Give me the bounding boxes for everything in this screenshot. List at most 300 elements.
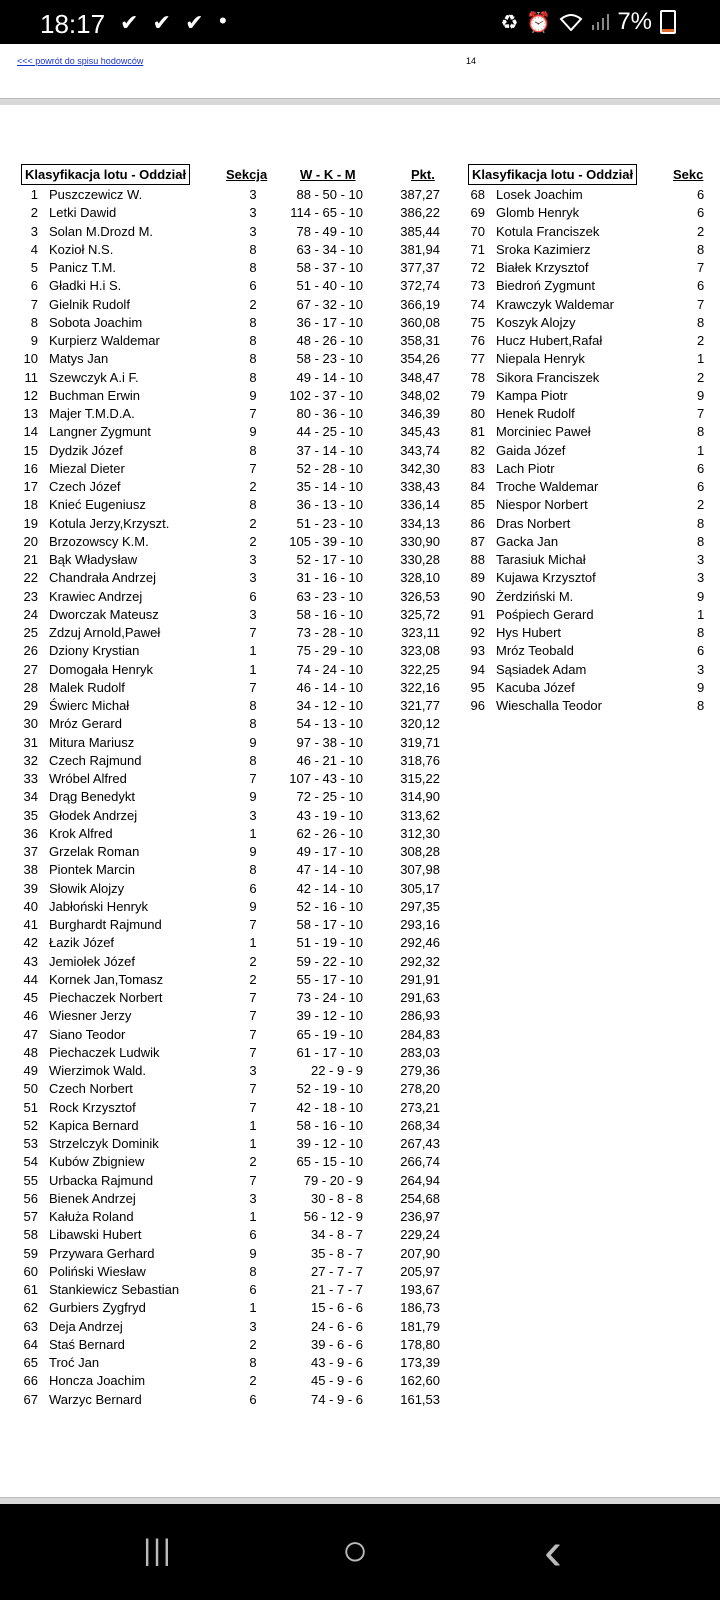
row-wkm: 46 - 14 - 10: [296, 679, 363, 695]
row-rank: 74: [470, 296, 485, 312]
row-rank: 49: [23, 1063, 38, 1078]
row-section: 7: [249, 1026, 257, 1042]
battery-icon: [660, 10, 676, 34]
row-name: Gaida Józef: [496, 442, 566, 458]
row-name: Morciniec Paweł: [496, 424, 591, 440]
row-points: 291,91: [400, 971, 440, 987]
row-name: Krawiec Andrzej: [49, 588, 143, 604]
row-name: Staś Bernard: [49, 1336, 125, 1352]
row-section: 8: [697, 533, 705, 549]
row-points: 322,25: [400, 661, 440, 677]
row-name: Stankiewicz Sebastian: [49, 1282, 180, 1297]
row-section: 8: [249, 351, 257, 367]
right-table-title: Klasyfikacja lotu - Oddział: [468, 164, 637, 185]
row-section: 1: [249, 1300, 257, 1316]
row-points: 229,24: [400, 1227, 440, 1243]
row-rank: 82: [470, 442, 485, 458]
table-row: [0, 935, 460, 953]
row-points: 323,11: [401, 625, 440, 640]
row-name: Kujawa Krzysztof: [496, 570, 596, 586]
row-section: 6: [249, 1227, 257, 1243]
row-section: 6: [697, 278, 705, 294]
row-name: Mróz Teobald: [496, 643, 574, 659]
row-section: 6: [249, 1391, 257, 1407]
row-rank: 65: [23, 1355, 38, 1370]
table-row: [0, 424, 720, 442]
status-bar: [0, 0, 720, 44]
table-row: [0, 1282, 460, 1300]
notification-check-icons: ✔ ✔ ✔: [120, 10, 208, 35]
row-section: 1: [249, 1117, 257, 1133]
row-rank: 58: [23, 1227, 38, 1243]
row-wkm: 51 - 19 - 10: [296, 935, 363, 951]
row-rank: 92: [470, 625, 485, 640]
row-rank: 61: [23, 1282, 38, 1297]
row-rank: 57: [23, 1209, 38, 1224]
row-name: Krawczyk Waldemar: [496, 296, 614, 312]
row-section: 7: [697, 260, 705, 275]
row-name: Sąsiadek Adam: [496, 661, 587, 677]
row-name: Domogała Henryk: [49, 661, 154, 677]
row-rank: 42: [23, 935, 38, 951]
row-rank: 10: [23, 351, 38, 367]
row-name: Kacuba Józef: [496, 679, 575, 695]
row-name: Poliński Wiesław: [49, 1263, 146, 1279]
row-name: Niepala Henryk: [496, 351, 585, 367]
row-rank: 60: [23, 1263, 38, 1279]
row-name: Wróbel Alfred: [49, 771, 127, 786]
row-name: Sobota Joachim: [49, 314, 143, 330]
row-points: 312,30: [400, 825, 440, 841]
row-name: Miezal Dieter: [49, 460, 125, 476]
row-rank: 12: [23, 387, 38, 403]
table-row: [0, 753, 460, 771]
row-section: 6: [249, 880, 257, 896]
row-points: 264,94: [400, 1172, 440, 1188]
row-points: 326,53: [400, 588, 440, 604]
row-wkm: 51 - 40 - 10: [296, 278, 363, 294]
right-header-sekcja: Sekc: [673, 167, 704, 182]
row-name: Knieć Eugeniusz: [49, 497, 146, 513]
table-row: [0, 1118, 460, 1136]
row-name: Honcza Joachim: [49, 1373, 146, 1389]
row-wkm: 36 - 17 - 10: [296, 314, 363, 330]
row-name: Krok Alfred: [49, 825, 113, 841]
row-points: 314,90: [400, 789, 440, 805]
row-rank: 3: [30, 223, 38, 239]
row-section: 7: [249, 990, 257, 1005]
table-row: [0, 1355, 460, 1373]
table-row: [0, 370, 720, 388]
row-section: 3: [249, 223, 257, 239]
table-row: [0, 954, 460, 972]
row-wkm: 88 - 50 - 10: [296, 187, 363, 202]
row-section: 2: [249, 479, 257, 494]
table-row: [0, 1300, 460, 1318]
row-wkm: 35 - 8 - 7: [310, 1245, 363, 1261]
row-section: 2: [249, 1154, 257, 1170]
row-name: Biedroń Zygmunt: [496, 278, 595, 294]
row-section: 2: [697, 497, 705, 513]
row-rank: 59: [23, 1245, 38, 1261]
back-button[interactable]: ‹: [544, 1521, 562, 1581]
table-row: [0, 1264, 460, 1282]
row-points: 325,72: [400, 606, 440, 622]
table-row: [0, 570, 720, 588]
table-row: [0, 1392, 460, 1410]
row-wkm: 54 - 13 - 10: [296, 716, 363, 732]
row-rank: 68: [470, 187, 485, 202]
row-rank: 89: [470, 570, 485, 586]
row-name: Strzelczyk Dominik: [49, 1136, 159, 1151]
row-wkm: 34 - 12 - 10: [296, 698, 363, 713]
row-section: 7: [249, 1099, 257, 1115]
row-points: 173,39: [400, 1355, 440, 1370]
row-name: Buchman Erwin: [49, 387, 141, 403]
row-name: Hys Hubert: [496, 625, 562, 640]
left-header-sekcja: Sekcja: [226, 167, 268, 182]
row-rank: 1: [30, 187, 38, 202]
row-rank: 94: [470, 661, 485, 677]
row-points: 372,74: [400, 278, 440, 294]
row-name: Drąg Benedykt: [49, 789, 135, 805]
battery-percent: 7%: [617, 8, 652, 35]
row-wkm: 58 - 37 - 10: [296, 260, 363, 275]
row-section: 2: [249, 515, 257, 531]
row-section: 2: [249, 296, 257, 312]
row-rank: 17: [23, 479, 38, 494]
navigation-bar: [0, 1504, 720, 1600]
row-points: 387,27: [400, 187, 440, 202]
row-section: 1: [249, 643, 257, 659]
table-row: [0, 1227, 460, 1245]
row-rank: 9: [30, 333, 38, 348]
row-section: 9: [249, 387, 257, 403]
row-name: Rock Krzysztof: [49, 1099, 136, 1115]
row-rank: 86: [470, 515, 485, 531]
row-points: 286,93: [400, 1008, 440, 1024]
row-name: Żerdziński M.: [496, 588, 574, 604]
table-row: [0, 333, 720, 351]
status-right-group: [500, 8, 676, 36]
row-name: Czech Rajmund: [49, 752, 142, 768]
row-rank: 81: [470, 424, 485, 440]
row-name: Kurpierz Waldemar: [49, 333, 160, 348]
table-row: [0, 808, 460, 826]
row-name: Przywara Gerhard: [49, 1245, 155, 1261]
signal-icon: [591, 13, 609, 31]
row-rank: 7: [30, 296, 38, 312]
row-rank: 37: [23, 844, 38, 859]
table-row: [0, 844, 460, 862]
row-name: Gielnik Rudolf: [49, 296, 130, 312]
row-wkm: 55 - 17 - 10: [296, 971, 363, 987]
table-row: [0, 443, 720, 461]
row-name: Bienek Andrzej: [49, 1190, 136, 1206]
table-row: [0, 1319, 460, 1337]
row-name: Sroka Kazimierz: [496, 241, 591, 257]
row-wkm: 62 - 26 - 10: [296, 825, 363, 841]
row-section: 8: [249, 333, 257, 348]
row-rank: 27: [23, 661, 38, 677]
row-wkm: 34 - 8 - 7: [310, 1227, 363, 1243]
row-wkm: 45 - 9 - 6: [310, 1373, 363, 1389]
row-rank: 29: [23, 698, 38, 713]
row-wkm: 80 - 36 - 10: [296, 406, 363, 421]
row-rank: 54: [23, 1154, 38, 1170]
row-name: Henek Rudolf: [496, 406, 575, 421]
row-rank: 51: [23, 1099, 38, 1115]
row-points: 343,74: [400, 442, 440, 458]
row-rank: 80: [470, 406, 485, 421]
row-wkm: 65 - 19 - 10: [296, 1026, 363, 1042]
row-wkm: 48 - 26 - 10: [296, 333, 363, 348]
row-points: 334,13: [400, 515, 440, 531]
row-rank: 48: [23, 1044, 38, 1060]
row-name: Pośpiech Gerard: [496, 606, 594, 622]
row-name: Kotula Jerzy,Krzyszt.: [49, 515, 170, 531]
row-rank: 8: [30, 314, 38, 330]
row-name: Majer T.M.D.A.: [49, 406, 135, 421]
recycle-icon: ♻: [500, 11, 519, 34]
row-rank: 19: [23, 515, 38, 531]
row-wkm: 37 - 14 - 10: [296, 442, 363, 458]
row-wkm: 51 - 23 - 10: [296, 515, 363, 531]
row-section: 1: [697, 351, 705, 367]
left-header-pkt: Pkt.: [411, 167, 435, 182]
row-rank: 66: [23, 1373, 38, 1389]
table-row: [0, 260, 720, 278]
row-rank: 15: [23, 442, 38, 458]
row-section: 2: [249, 971, 257, 987]
row-section: 8: [249, 442, 257, 458]
row-name: Langner Zygmunt: [49, 424, 151, 440]
row-wkm: 36 - 13 - 10: [296, 497, 363, 513]
row-section: 7: [697, 296, 705, 312]
table-row: [0, 990, 460, 1008]
row-section: 6: [697, 460, 705, 476]
row-points: 381,94: [400, 241, 440, 257]
table-row: [0, 625, 720, 643]
table-row: [0, 1081, 460, 1099]
row-wkm: 61 - 17 - 10: [296, 1044, 363, 1060]
row-name: Deja Andrzej: [49, 1318, 123, 1334]
table-row: [0, 862, 460, 880]
table-row: [0, 698, 720, 716]
row-section: 7: [249, 406, 257, 421]
row-name: Dworczak Mateusz: [49, 606, 159, 622]
row-name: Lach Piotr: [496, 460, 555, 476]
row-wkm: 105 - 39 - 10: [289, 533, 363, 549]
row-points: 323,08: [400, 643, 440, 659]
row-name: Kampa Piotr: [496, 387, 568, 403]
row-rank: 13: [23, 406, 38, 421]
row-section: 8: [249, 862, 257, 878]
row-name: Szewczyk A.i F.: [49, 369, 139, 385]
row-rank: 84: [470, 479, 485, 494]
row-section: 1: [697, 442, 705, 458]
row-section: 3: [249, 606, 257, 622]
row-section: 9: [249, 898, 257, 914]
row-rank: 4: [30, 241, 38, 257]
row-section: 3: [249, 807, 257, 823]
row-points: 284,83: [400, 1026, 440, 1042]
row-points: 319,71: [400, 734, 440, 750]
row-rank: 95: [470, 679, 485, 695]
row-section: 1: [249, 1136, 257, 1151]
row-name: Troche Waldemar: [496, 479, 599, 494]
row-section: 9: [249, 844, 257, 859]
left-header-wkm: W - K - M: [300, 167, 356, 182]
table-row: [0, 1191, 460, 1209]
row-rank: 75: [470, 314, 485, 330]
row-section: 2: [249, 1336, 257, 1352]
row-rank: 45: [23, 990, 38, 1005]
row-name: Kornek Jan,Tomasz: [49, 971, 164, 987]
row-rank: 24: [23, 606, 38, 622]
row-rank: 47: [23, 1026, 38, 1042]
table-row: [0, 680, 720, 698]
back-to-breeders-link[interactable]: <<< powrót do spisu hodowców: [17, 56, 144, 66]
row-wkm: 59 - 22 - 10: [296, 953, 363, 969]
row-rank: 71: [470, 241, 485, 257]
row-points: 315,22: [400, 771, 440, 786]
home-button[interactable]: ○: [341, 1526, 369, 1575]
row-points: 278,20: [400, 1081, 440, 1097]
table-row: [0, 881, 460, 899]
row-section: 1: [249, 1209, 257, 1224]
row-wkm: 42 - 18 - 10: [296, 1099, 363, 1115]
row-points: 358,31: [400, 333, 440, 348]
table-row: [0, 205, 720, 223]
notification-dot-icon: •: [219, 8, 227, 33]
row-section: 8: [697, 314, 705, 330]
row-rank: 38: [23, 862, 38, 878]
row-wkm: 43 - 19 - 10: [296, 807, 363, 823]
row-points: 236,97: [400, 1209, 440, 1224]
table-row: [0, 497, 720, 515]
row-section: 8: [697, 625, 705, 640]
row-rank: 56: [23, 1190, 38, 1206]
row-section: 8: [249, 716, 257, 732]
row-points: 266,74: [400, 1154, 440, 1170]
row-name: Kałuża Roland: [49, 1209, 134, 1224]
row-rank: 64: [23, 1336, 38, 1352]
row-points: 193,67: [400, 1282, 440, 1297]
row-wkm: 39 - 12 - 10: [296, 1136, 363, 1151]
row-rank: 25: [23, 625, 38, 640]
row-section: 8: [249, 1263, 257, 1279]
row-wkm: 78 - 49 - 10: [296, 223, 363, 239]
row-rank: 40: [23, 898, 38, 914]
row-rank: 53: [23, 1136, 38, 1151]
row-rank: 33: [23, 771, 38, 786]
table-row: [0, 716, 460, 734]
table-row: [0, 278, 720, 296]
row-section: 7: [249, 771, 257, 786]
row-rank: 46: [23, 1008, 38, 1024]
row-rank: 32: [23, 752, 38, 768]
row-points: 291,63: [400, 990, 440, 1005]
row-rank: 70: [470, 223, 485, 239]
table-row: [0, 771, 460, 789]
row-section: 7: [249, 917, 257, 932]
row-wkm: 47 - 14 - 10: [296, 862, 363, 878]
table-row: [0, 1100, 460, 1118]
row-name: Tarasiuk Michał: [496, 552, 586, 567]
row-section: 8: [697, 424, 705, 440]
table-row: [0, 1246, 460, 1264]
row-section: 1: [249, 661, 257, 677]
row-points: 313,62: [400, 807, 440, 823]
row-section: 7: [249, 625, 257, 640]
row-section: 3: [249, 1318, 257, 1334]
status-time: 18:17: [40, 9, 106, 39]
row-wkm: 44 - 25 - 10: [296, 424, 363, 440]
row-name: Glomb Henryk: [496, 205, 580, 221]
row-rank: 93: [470, 643, 485, 659]
row-rank: 20: [23, 533, 38, 549]
table-row: [0, 662, 720, 680]
row-name: Panicz T.M.: [49, 260, 116, 275]
row-rank: 39: [23, 880, 38, 896]
row-section: 1: [697, 606, 705, 622]
row-section: 3: [697, 570, 705, 586]
row-rank: 2: [30, 205, 38, 221]
recents-button[interactable]: |||: [143, 1534, 173, 1567]
table-row: [0, 1373, 460, 1391]
row-wkm: 21 - 7 - 7: [310, 1282, 363, 1297]
row-points: 162,60: [400, 1373, 440, 1389]
row-wkm: 65 - 15 - 10: [296, 1154, 363, 1170]
row-points: 348,02: [400, 387, 440, 403]
row-rank: 35: [23, 807, 38, 823]
row-section: 3: [249, 1063, 257, 1078]
row-section: 7: [249, 1044, 257, 1060]
row-points: 205,97: [400, 1263, 440, 1279]
row-name: Łazik Józef: [49, 935, 115, 951]
row-section: 3: [249, 552, 257, 567]
row-section: 7: [249, 1008, 257, 1024]
row-section: 8: [249, 752, 257, 768]
row-wkm: 73 - 28 - 10: [296, 625, 363, 640]
table-row: [0, 388, 720, 406]
table-row: [0, 552, 720, 570]
table-row: [0, 461, 720, 479]
row-rank: 83: [470, 460, 485, 476]
bottom-divider: [0, 1497, 720, 1504]
row-section: 8: [249, 241, 257, 257]
row-name: Niespor Norbert: [496, 497, 588, 513]
row-rank: 18: [23, 497, 38, 513]
row-rank: 69: [470, 205, 485, 221]
row-rank: 30: [23, 716, 38, 732]
table-row: [0, 917, 460, 935]
row-points: 268,34: [400, 1117, 440, 1133]
table-row: [0, 516, 720, 534]
row-section: 8: [249, 497, 257, 513]
row-wkm: 67 - 32 - 10: [296, 296, 363, 312]
row-name: Piontek Marcin: [49, 862, 135, 878]
row-rank: 85: [470, 497, 485, 513]
row-points: 161,53: [400, 1391, 440, 1407]
row-name: Siano Teodor: [49, 1026, 126, 1042]
table-row: [0, 607, 720, 625]
row-section: 2: [249, 533, 257, 549]
row-section: 8: [249, 260, 257, 275]
row-section: 3: [249, 205, 257, 221]
table-row: [0, 589, 720, 607]
